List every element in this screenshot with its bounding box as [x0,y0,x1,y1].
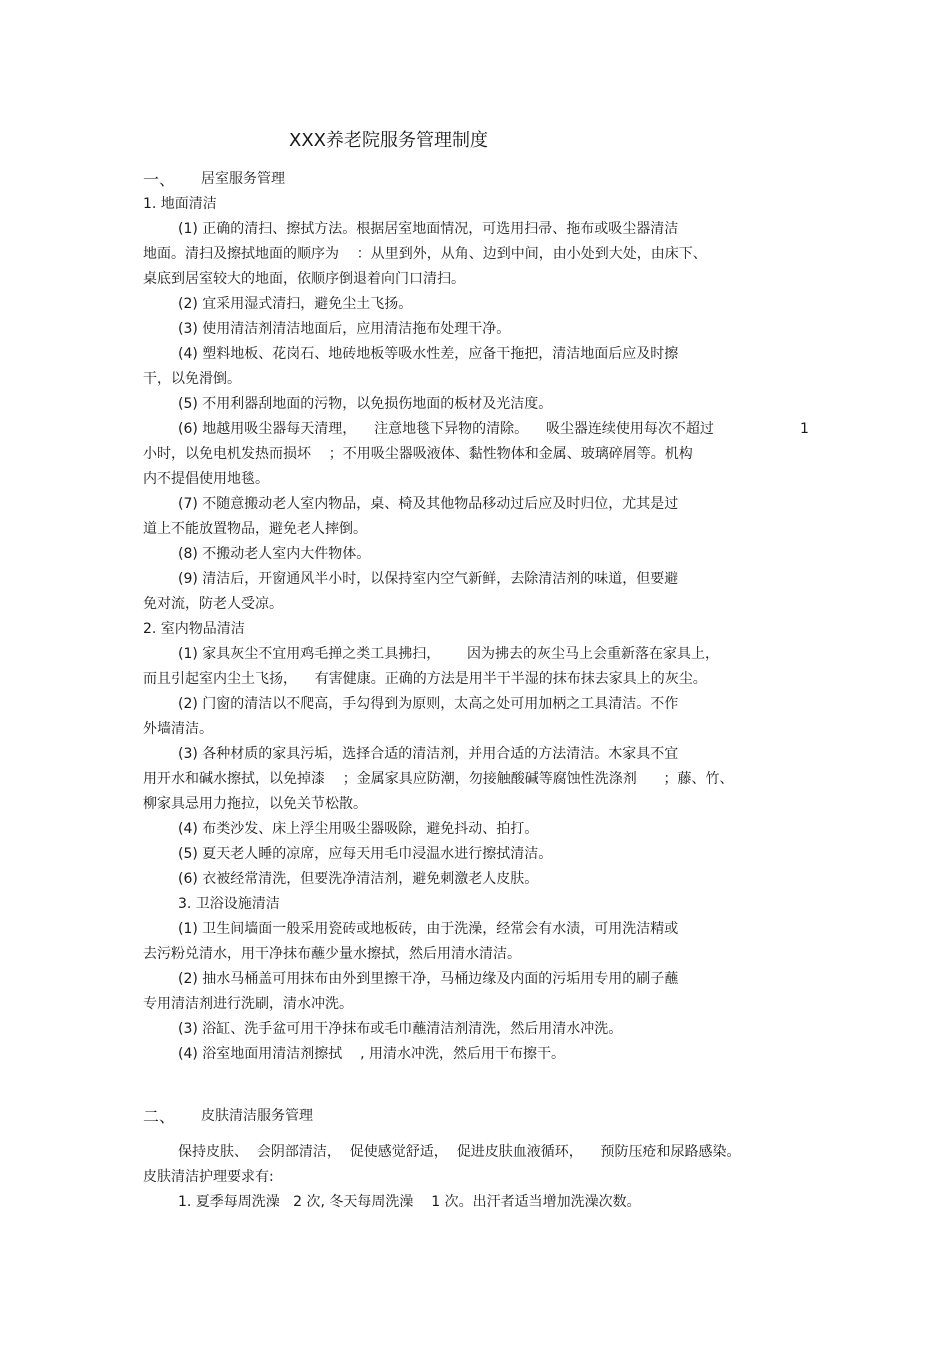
paragraph-line: 柳家具忌用力拖拉，以免关节松散。 [143,796,367,812]
paragraph-line: (9) 清洁后，开窗通风半小时，以保持室内空气新鲜，去除清洁剂的味道，但要避 [178,571,679,587]
paragraph-line: 1. 夏季每周洗澡 2 次, 冬天每周洗澡 1 次。出汗者适当增加洗澡次数。 [178,1194,641,1210]
paragraph-line: (1) 家具灰尘不宜用鸡毛掸之类工具拂扫， 因为拂去的灰尘马上会重新落在家具上， [178,646,719,662]
paragraph-line: 免对流，防老人受凉。 [143,596,283,612]
subsection-heading: 3. 卫浴设施清洁 [178,896,280,912]
paragraph-line: 保持皮肤、 会阴部清洁， 促使感觉舒适， 促进皮肤血液循环， 预防压疮和尿路感染。 [178,1144,741,1160]
paragraph-line: (1) 卫生间墙面一般采用瓷砖或地板砖，由于洗澡，经常会有水渍，可用洗洁精或 [178,921,679,937]
paragraph-line: 地面。清扫及擦拭地面的顺序为 ：从里到外，从角、边到中间，由小处到大处，由床下、 [143,246,707,262]
paragraph-line: (2) 抽水马桶盖可用抹布由外到里擦干净，马桶边缘及内面的污垢用专用的刷子蘸 [178,971,679,987]
paragraph-line: (2) 门窗的清洁以不爬高，手勾得到为原则，太高之处可用加柄之工具清洁。不作 [178,696,679,712]
paragraph-line: 皮肤清洁护理要求有: [143,1169,274,1185]
paragraph-line: 道上不能放置物品，避免老人摔倒。 [143,521,367,537]
paragraph-line: (3) 各种材质的家具污垢，选择合适的清洁剂，并用合适的方法清洁。木家具不宜 [178,746,679,762]
paragraph-line: (7) 不随意搬动老人室内物品，桌、椅及其他物品移动过后应及时归位，尤其是过 [178,496,679,512]
paragraph-line: 桌底到居室较大的地面，依顺序倒退着向门口清扫。 [143,271,465,287]
paragraph-line: (6) 地越用吸尘器每天清理， 注意地毯下异物的清除。 吸尘器连续使用每次不超过 [178,421,714,437]
paragraph-line: (1) 正确的清扫、擦拭方法。根据居室地面情况，可选用扫帚、拖布或吸尘器清洁 [178,221,679,237]
paragraph-line: 内不提倡使用地毯。 [143,471,269,487]
paragraph-line: 用开水和碱水擦拭，以免掉漆 ；金属家具应防潮，勿接触酸碱等腐蚀性洗涤剂 ；藤、竹、 [143,771,734,787]
section-heading: 皮肤清洁服务管理 [201,1108,313,1124]
subsection-heading: 1. 地面清洁 [143,196,217,212]
paragraph-line: 专用清洁剂进行洗刷，清水冲洗。 [143,996,353,1012]
paragraph-line: 干，以免滑倒。 [143,371,241,387]
paragraph-line: (3) 使用清洁剂清洁地面后，应用清洁拖布处理干净。 [178,321,511,337]
section-heading: 居室服务管理 [201,171,285,187]
paragraph-line: (4) 浴室地面用清洁剂擦拭 , 用清水冲洗，然后用干布擦干。 [178,1046,565,1062]
document-title: XXX养老院服务管理制度 [289,130,488,151]
paragraph-line: (4) 布类沙发、床上浮尘用吸尘器吸除，避免抖动、拍打。 [178,821,539,837]
paragraph-line: (4) 塑料地板、花岗石、地砖地板等吸水性差，应备干拖把，清洁地面后应及时擦 [178,346,679,362]
subsection-heading: 2. 室内物品清洁 [143,621,245,637]
paragraph-line: 小时，以免电机发热而损坏 ；不用吸尘器吸液体、黏性物体和金属、玻璃碎屑等。机构 [143,446,693,462]
section-number: 一、 [143,170,176,189]
paragraph-line: (6) 衣被经常清洗，但要洗净清洁剂，避免刺激老人皮肤。 [178,871,539,887]
paragraph-line-end: 1 [800,421,809,437]
paragraph-line: 去污粉兑清水，用干净抹布蘸少量水擦拭，然后用清水清洁。 [143,946,521,962]
paragraph-line: (5) 不用利器刮地面的污物，以免损伤地面的板材及光洁度。 [178,396,553,412]
paragraph-line: (8) 不搬动老人室内大件物体。 [178,546,371,562]
paragraph-line: 外墙清洁。 [143,721,213,737]
section-number: 二、 [143,1107,176,1126]
paragraph-line: (2) 宜采用湿式清扫，避免尘土飞扬。 [178,296,413,312]
paragraph-line: (3) 浴缸、洗手盆可用干净抹布或毛巾蘸清洁剂清洗，然后用清水冲洗。 [178,1021,623,1037]
paragraph-line: (5) 夏天老人睡的凉席，应每天用毛巾浸温水进行擦拭清洁。 [178,846,553,862]
paragraph-line: 而且引起室内尘土飞扬， 有害健康。正确的方法是用半干半湿的抹布抹去家具上的灰尘。 [143,671,707,687]
